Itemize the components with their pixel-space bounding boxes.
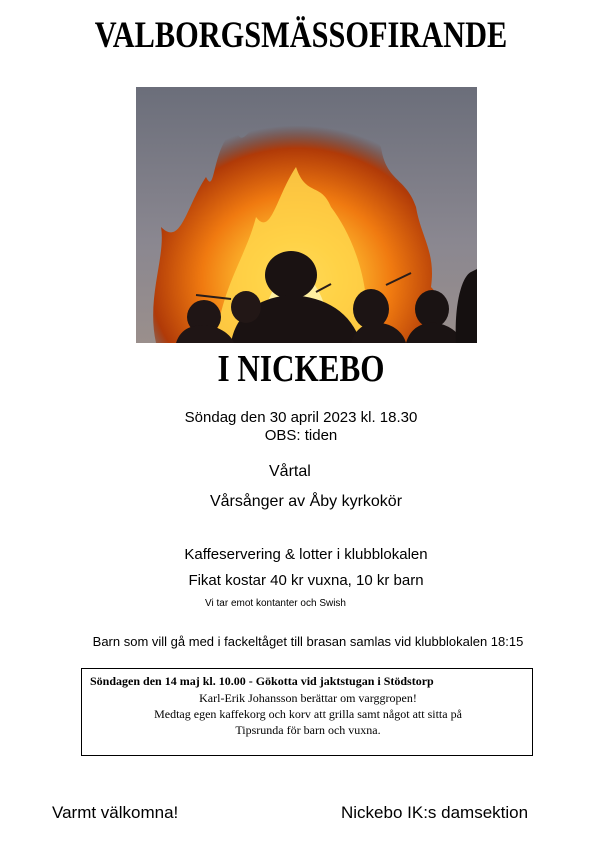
gokotta-line: Tipsrunda för barn och vuxna. (235, 723, 381, 737)
program-speech: Vårtal (269, 463, 311, 480)
cafe-info: Kaffeservering & lotter i klubblokalen (184, 546, 428, 563)
organizer-text: Nickebo IK:s damsektion (341, 803, 529, 822)
event-date: Söndag den 30 april 2023 kl. 18.30 (184, 409, 418, 426)
time-note: OBS: tiden (264, 427, 338, 444)
poster-title: VALBORGSMÄSSOFIRANDE (94, 15, 508, 56)
children-torch-info: Barn som vill gå med i fackeltåget till brasan samlas vid klubblokalen 18:15 (92, 634, 524, 649)
gokotta-line: Medtag egen kaffekorg och korv att grilla samt något att sitta på (154, 707, 462, 721)
poster-subtitle: I NICKEBO (217, 348, 385, 390)
price-info: Fikat kostar 40 kr vuxna, 10 kr barn (188, 572, 424, 589)
bonfire-photo (136, 87, 477, 343)
gokotta-line: Karl-Erik Johansson berättar om varggropen! (199, 691, 417, 705)
gokotta-heading: Söndagen den 14 maj kl. 10.00 - Gökotta vid jaktstugan i Stödstorp (90, 674, 434, 688)
welcome-text: Varmt välkomna! (52, 803, 179, 822)
program-choir: Vårsånger av Åby kyrkokör (209, 493, 403, 510)
gokotta-box (81, 668, 533, 756)
payment-info: Vi tar emot kontanter och Swish (205, 598, 346, 609)
